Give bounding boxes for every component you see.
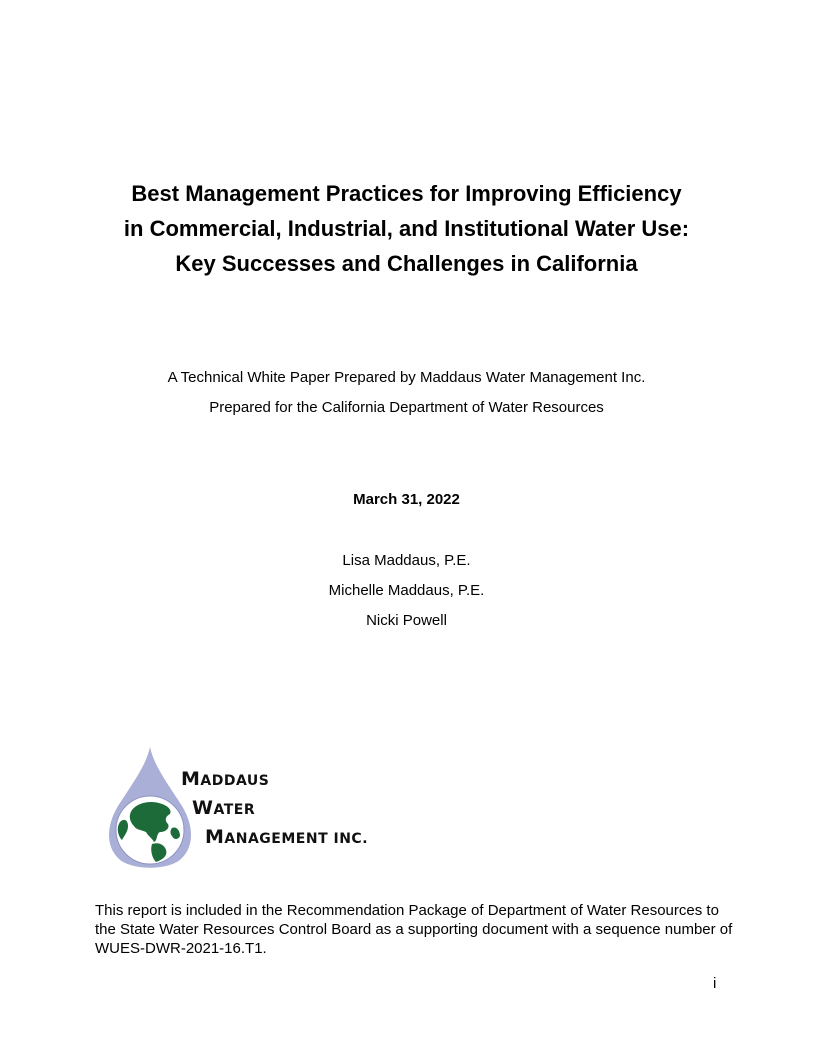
document-title	[0, 176, 813, 281]
title-line-1: Best Management Practices for Improving Efficiency	[131, 181, 682, 206]
title-line-3: Key Successes and Challenges in California	[175, 251, 638, 276]
publication-date: March 31, 2022	[353, 491, 460, 508]
prepared-by-line: A Technical White Paper Prepared by Maddaus Water Management Inc.	[167, 369, 646, 386]
logo-word-water: WATER	[192, 797, 256, 819]
company-logo	[106, 744, 396, 874]
logo-word-maddaus: MADDAUS	[181, 768, 270, 790]
water-drop-globe-icon	[106, 744, 196, 874]
prepared-for-line: Prepared for the California Department of Water Resources	[209, 399, 604, 416]
author-2: Michelle Maddaus, P.E.	[328, 582, 485, 599]
author-3: Nicki Powell	[366, 612, 447, 629]
logo-word-management: MANAGEMENT INC.	[205, 826, 369, 848]
recommendation-package-note: This report is included in the Recommendation Package of Department of Water Resources to the State Water Resources Control Board as a supporting document with a sequence number of WUES-DWR-2021-16.T1.	[95, 902, 733, 957]
page-number: i	[713, 975, 717, 992]
author-1: Lisa Maddaus, P.E.	[342, 552, 471, 569]
title-line-2: in Commercial, Industrial, and Institutional Water Use:	[123, 216, 690, 241]
